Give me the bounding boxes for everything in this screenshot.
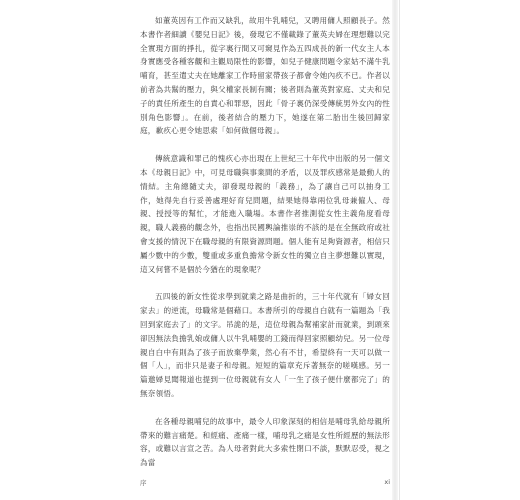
page-number: xi [384, 478, 390, 486]
paragraph-4: 在各種母親哺兒的故事中，最令人印象深刻的相信是哺母乳給母親所帶來的難言痛楚。和經痛、產痛一樣，哺母乳之痛是女性所經歷的無法形容，或難以言宣之苦。為人母者對此大多索性閉口不談，默默忍受，視之為當 [140, 416, 390, 468]
paragraph-1: 如董英因有工作而又缺乳，故用牛乳哺兒，又聘用傭人照顧長子。然本書作者細讀《嬰兒日記》後，發現它不僅載錄了董英夫婦在理想難以完全實現方面的掙扎，從字裏行間又可窺見作為五四成長的新一代女主人本身實應受各種客觀和主觀局限性的影響，如兒子健康問題令家姑不滿牛乳哺育，甚至遣丈夫在她離家工作時留家帶孩子都會令她內疚不已。作者以前者為共鬗的壓力，與父權家長制有關；後者則為董英對家庭、丈夫和兒子的責任所產生的自責心和罪惡，因此「骨子裏仍深受傳統男外女內的性別角色影響」。在前，後者結合的壓力下，她遂在第二胎出生後回歸家庭，歉疚心更令她思索「如何做個母親」。 [140, 16, 390, 136]
preface-body [140, 14, 390, 484]
paragraph-3: 五四後的新女性從求學到就業之路是曲折的，三十年代就有「婦女回家去」的逆流，母職常是個藉口。本書所引的母親自白就有一篇題為「我回到家庭去了」的文字。吊詭的是，這位母親為幫補家計而就業，到頭來卻因無法負擔乳娘或傭人以牛乳哺嬰的工錢而得回家照顧幼兒。另一位母親自白中有則為了孩子而放棄學業，然心有不甘，希望終有一天可以做一個「人」，而非只是妻子和母親。短短的篇章充斥著無奈的嗟嘆感。另一篇邀婦見聞報道也提到一位母親就有女人「一生了孩子便什麼都完了」的無奈領悟。 [140, 292, 390, 398]
section-label: 序 [140, 479, 147, 487]
paragraph-2: 傳統意識和罪己的愧疚心亦出現在上世紀三十年代中出版的另一個文本《母親日記》中，可見母職與事業間的矛盾，以及罪疚感常是最動人的情結。主角總隨丈夫，卻發現母親的「義務」，為了讓自己可以抽身工作，她得先自行妥善處理好育兒問題，結果她得靠兩位乳母兼僱人、母親、授授等的幫忙，才能進入職場。本書作者推測從女性主義角度看母親，職人義務的觀念外，也指出民國輿論推崇的不該的是在全無政府或社會支援的情況下在職母親的有限資源問題。個人能有足夠資源者，相信只屬少數中的少數，雙重或多重負擔常令新女性的獨立自主夢想難以實現，這又何嘗不是個於今猶在的現象呢？ [140, 154, 390, 274]
page-footer [140, 478, 390, 487]
page-edge-line [399, 0, 400, 500]
page-edge-shadow [392, 0, 398, 500]
